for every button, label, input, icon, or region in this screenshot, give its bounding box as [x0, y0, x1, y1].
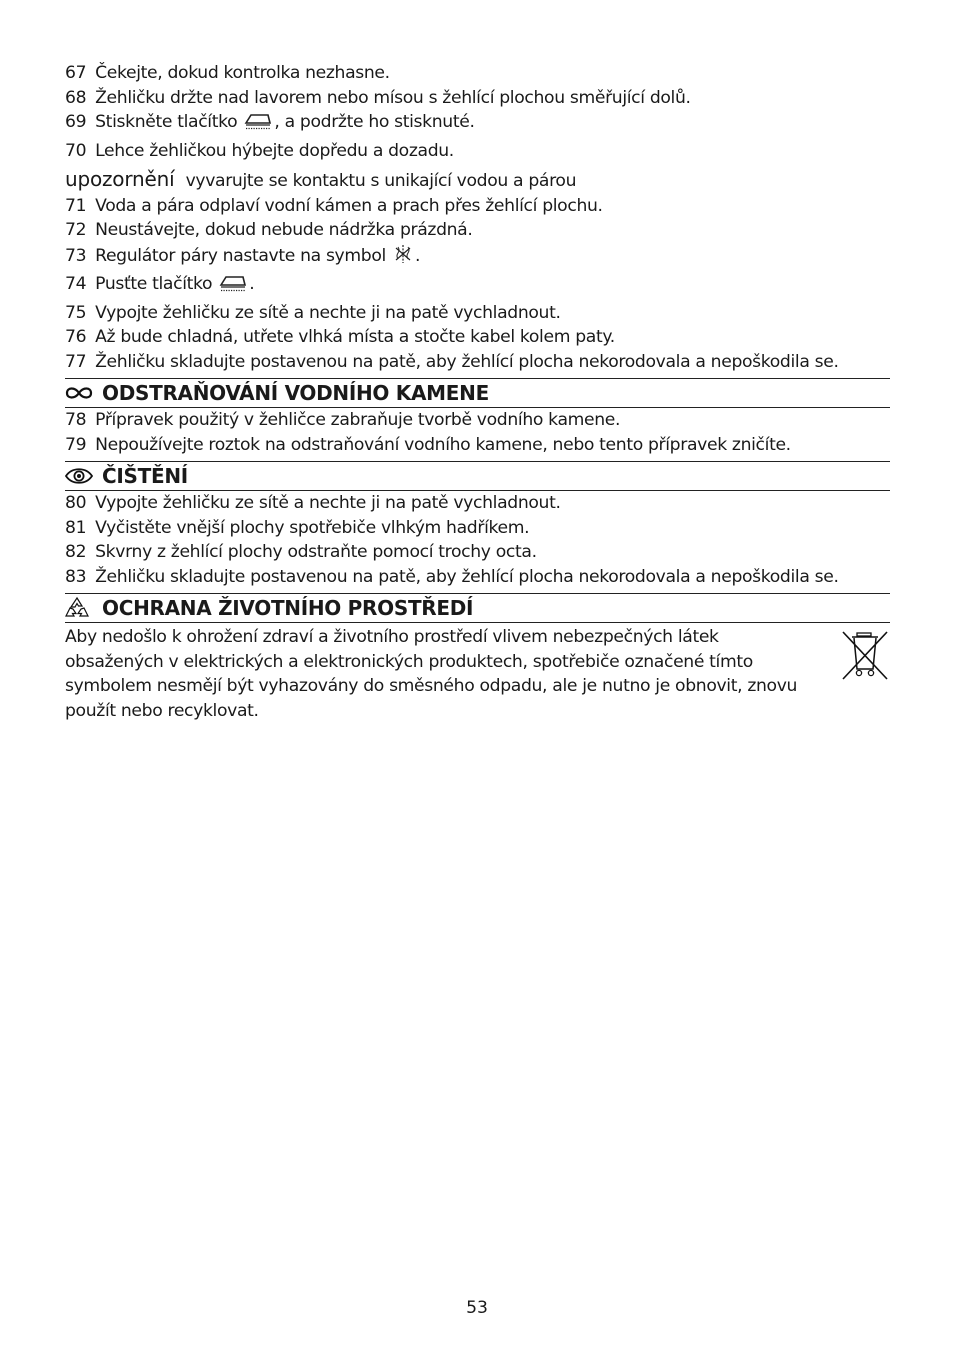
step-text: Vypojte žehličku ze sítě a nechte ji na patě vychladnout. — [95, 493, 561, 513]
environment-paragraph — [65, 625, 825, 723]
eye-icon — [64, 467, 96, 485]
section-title: ODSTRAŇOVÁNÍ VODNÍHO KAMENE — [102, 381, 489, 405]
step-number: 74 — [65, 274, 87, 294]
section-environment-header — [65, 593, 890, 623]
step-number: 71 — [65, 195, 87, 216]
step-70 — [65, 139, 890, 164]
step-text-post: . — [415, 245, 421, 266]
section-cleaning-header — [65, 461, 890, 491]
step-text: Voda a pára odplaví vodní kámen a prach přes žehlící plochu. — [95, 195, 603, 216]
step-67 — [65, 61, 890, 86]
paragraph-line: obsažených v elektrických a elektronických produktech, spotřebiče označené tímto — [65, 651, 753, 672]
step-number: 68 — [65, 87, 87, 108]
infinity-icon — [64, 385, 96, 401]
step-text-pre: Stiskněte tlačítko — [95, 112, 243, 132]
steam-off-icon — [392, 243, 414, 273]
step-82 — [65, 540, 890, 565]
environment-body — [65, 625, 890, 723]
step-83 — [65, 565, 890, 590]
step-79 — [65, 433, 890, 458]
paragraph-line: použít nebo recyklovat. — [65, 700, 259, 721]
manual-page — [65, 61, 890, 723]
step-81 — [65, 516, 890, 541]
step-text: Žehličku skladujte postavenou na patě, aby žehlící plocha nekorodovala a nepoškodila se. — [95, 566, 839, 587]
step-text: Přípravek použitý v žehličce zabraňuje tvorbě vodního kamene. — [95, 410, 621, 430]
step-71 — [65, 194, 890, 219]
page-number: 53 — [466, 1298, 488, 1318]
step-68 — [65, 86, 890, 111]
step-text-post: . — [249, 274, 255, 294]
step-text: Žehličku držte nad lavorem nebo mísou s žehlící plochou směřující dolů. — [95, 87, 691, 108]
recycle-icon — [64, 596, 96, 620]
step-78 — [65, 408, 890, 433]
steam-shot-icon — [243, 111, 273, 139]
section-title: OCHRANA ŽIVOTNÍHO PROSTŘEDÍ — [102, 596, 474, 620]
step-number: 75 — [65, 302, 87, 323]
steam-shot-icon — [218, 273, 248, 301]
step-number: 77 — [65, 351, 87, 372]
paragraph-line: symbolem nesmějí být vyhazovány do směsného odpadu, ale je nutno je obnovit, znovu — [65, 676, 798, 696]
step-text: Vypojte žehličku ze sítě a nechte ji na patě vychladnout. — [95, 302, 561, 323]
step-number: 76 — [65, 327, 87, 347]
step-text: Neustávejte, dokud nebude nádržka prázdná. — [95, 220, 473, 240]
step-number: 67 — [65, 63, 87, 83]
step-77 — [65, 350, 890, 375]
step-74 — [65, 272, 890, 301]
step-text: Vyčistěte vnější plochy spotřebiče vlhkým hadříkem. — [95, 517, 530, 538]
warning-line — [65, 167, 890, 194]
step-number: 72 — [65, 220, 87, 240]
step-text: Lehce žehličkou hýbejte dopředu a dozadu. — [95, 140, 454, 161]
section-title: ČIŠTĚNÍ — [102, 464, 188, 488]
step-text: Žehličku skladujte postavenou na patě, aby žehlící plocha nekorodovala a nepoškodila se. — [95, 351, 839, 372]
step-72 — [65, 218, 890, 243]
step-number: 81 — [65, 517, 87, 538]
step-number: 82 — [65, 542, 87, 562]
step-text: Čekejte, dokud kontrolka nezhasne. — [95, 63, 390, 83]
step-number: 73 — [65, 245, 87, 266]
crossed-bin-icon — [840, 629, 890, 685]
step-number: 79 — [65, 434, 87, 455]
warning-label: upozornění — [65, 167, 175, 191]
step-text: Nepoužívejte roztok na odstraňování vodního kamene, nebo tento přípravek zničíte. — [95, 434, 791, 455]
step-text: Skvrny z žehlící plochy odstraňte pomocí trochy octa. — [95, 542, 537, 562]
step-75 — [65, 301, 890, 326]
section-descaling-header — [65, 378, 890, 408]
step-number: 70 — [65, 140, 87, 161]
step-76 — [65, 325, 890, 350]
step-text-post: , a podržte ho stisknuté. — [274, 112, 475, 132]
paragraph-line: Aby nedošlo k ohrožení zdraví a životního prostředí vlivem nebezpečných látek — [65, 627, 719, 647]
warning-text: vyvarujte se kontaktu s unikající vodou a párou — [185, 171, 577, 191]
step-80 — [65, 491, 890, 516]
step-text: Až bude chladná, utřete vlhká místa a stočte kabel kolem paty. — [95, 327, 615, 347]
step-number: 80 — [65, 493, 87, 513]
step-number: 78 — [65, 410, 87, 430]
step-number: 83 — [65, 566, 87, 587]
step-text-pre: Pusťte tlačítko — [95, 274, 218, 294]
step-number: 69 — [65, 112, 87, 132]
step-text-pre: Regulátor páry nastavte na symbol — [95, 245, 392, 266]
step-69 — [65, 110, 890, 139]
step-73 — [65, 243, 890, 273]
